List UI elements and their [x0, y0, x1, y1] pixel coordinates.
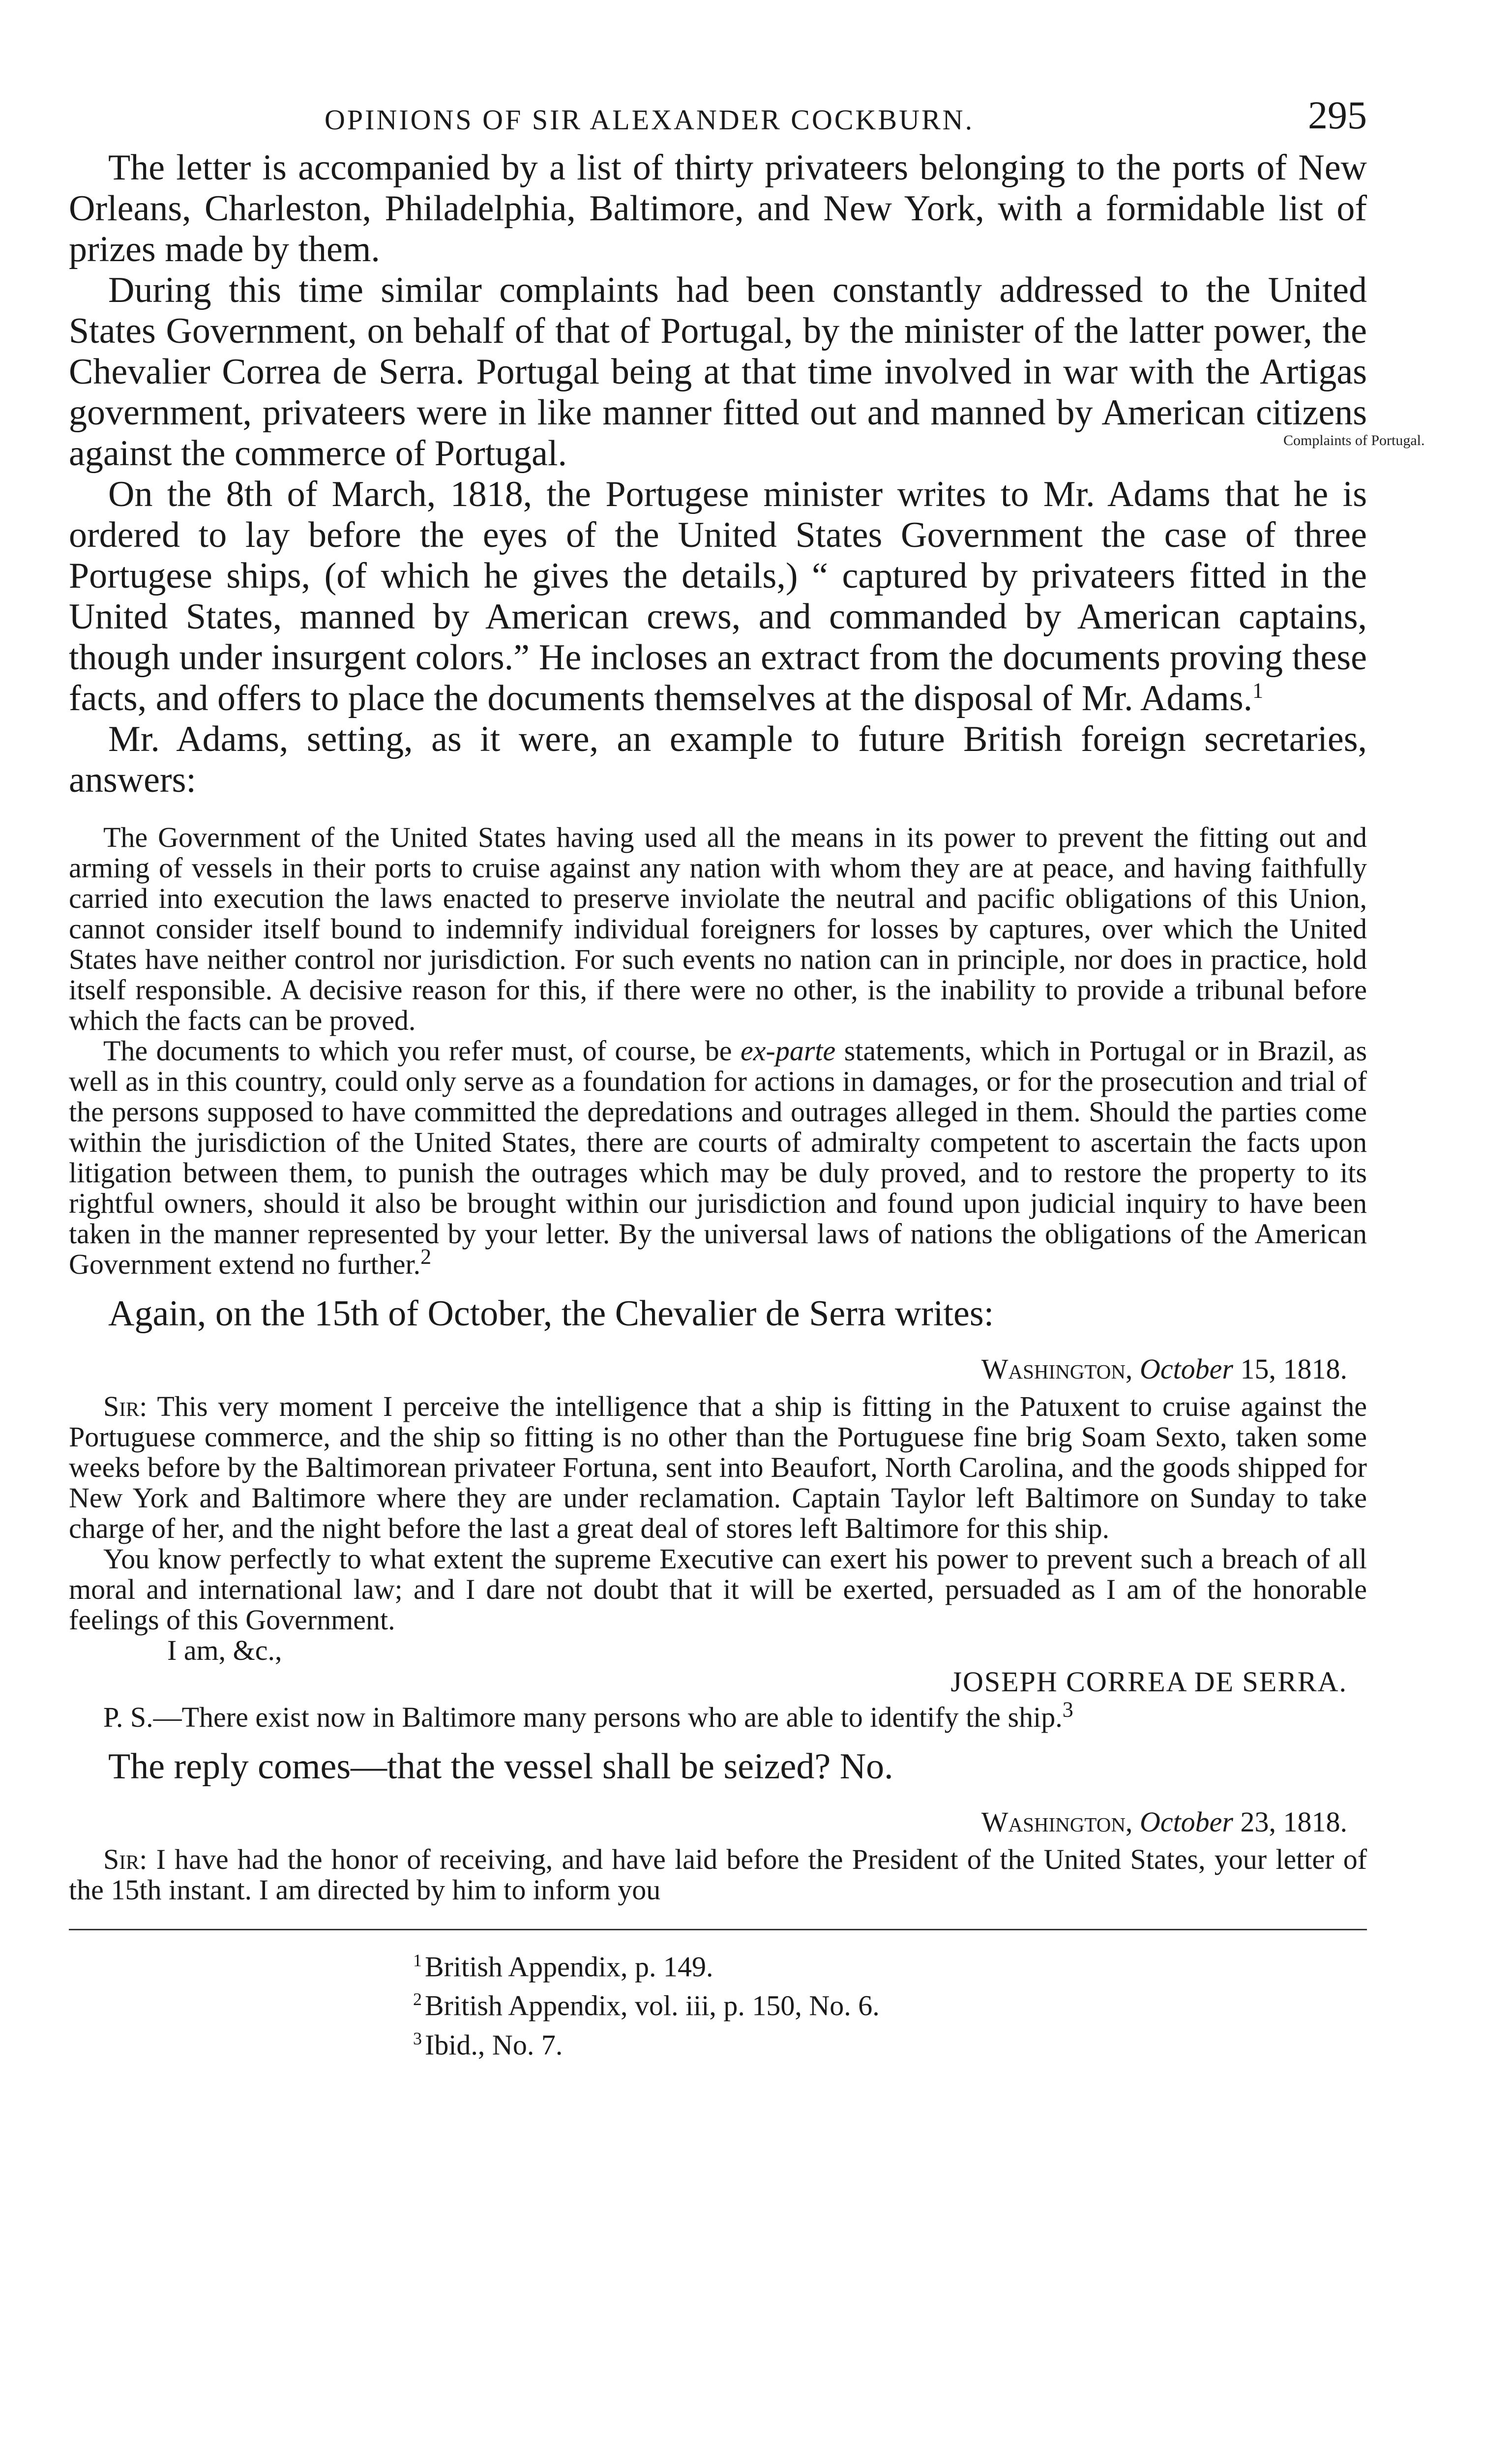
letter-postscript [69, 1697, 1367, 1733]
letter-dateline [69, 1352, 1347, 1385]
page-header [69, 74, 1367, 148]
letter-place: Washington, [981, 1806, 1133, 1838]
footnote-text: British Appendix, vol. iii, p. 150, No. 6. [425, 1989, 880, 2022]
footnote-divider [69, 1929, 1367, 1930]
letter-salutation: Sir: [103, 1390, 148, 1422]
letter-month: October [1139, 1353, 1233, 1385]
footnote-number: 3 [413, 2028, 422, 2048]
footnote-mark: 3 [1062, 1697, 1073, 1722]
body-paragraph [69, 270, 1367, 474]
paragraph-text: During this time similar complaints had been constantly addressed to the United States Government, on behalf of that of Portugal, by the minister of the latter power, the Chevalier Correa de Serra. Portugal being at that time involved in war with the Artigas government, privateers were in like manner fitted out and manned by American citizens against the commerce of Portugal. [69, 270, 1367, 474]
marginal-note: Complaints of Portugal. [1283, 432, 1425, 449]
quote-italic-term: ex-parte [741, 1035, 836, 1067]
letter-place: Washington, [981, 1353, 1133, 1385]
letter-paragraph [69, 1544, 1367, 1635]
footnote-text: Ibid., No. 7. [425, 2028, 563, 2061]
footnote-number: 1 [413, 1950, 422, 1970]
letter-salutation: Sir: [103, 1843, 148, 1875]
page [69, 74, 1425, 2061]
letter-text: I have had the honor of receiving, and have laid before the President of the United States, your letter of the 15th instant. I am directed by him to inform you [69, 1843, 1367, 1906]
letter-day-year: 15, 1818. [1240, 1353, 1347, 1385]
quote-text: The documents to which you refer must, of course, be [103, 1035, 732, 1067]
body-paragraph [69, 719, 1367, 801]
letter-paragraph [69, 1391, 1367, 1544]
footnote-mark: 1 [1252, 678, 1264, 703]
body-paragraph [69, 474, 1367, 719]
quote-text: The Government of the United States having used all the means in its power to prevent the fitting out and arming of vessels in their ports to cruise against any nation with whom they are at peace, and having faithfully carried into execution the laws enacted to preserve inviolate the neutral and pacific obligations of this Union, cannot consider itself bound to indemnify individual foreigners for losses by captures, over which the United States have neither control nor jurisdiction. For such events no nation can in principle, nor does in practice, hold itself responsible. A decisive reason for this, if there were no other, is the inability to provide a tribunal before which the facts can be proved. [69, 821, 1367, 1036]
letter-paragraph [69, 1844, 1367, 1905]
footnote [413, 1983, 1367, 2022]
letter-signature: JOSEPH CORREA DE SERRA. [950, 1666, 1347, 1698]
footnotes [413, 1944, 1367, 2061]
quote-paragraph [69, 1036, 1367, 1280]
body-paragraph [69, 148, 1367, 270]
footnote-number: 2 [413, 1989, 422, 2009]
paragraph-text: On the 8th of March, 1818, the Portugese minister writes to Mr. Adams that he is ordered to lay before the eyes of the United States Government the case of three Portugese ships, (of which he gives the details,) “ captured by privateers fitted in the United States, manned by American crews, and commanded by American captains, though under insurgent colors.” He incloses an extract from the documents proving these facts, and offers to place the documents themselves at the disposal of Mr. Adams. [69, 474, 1367, 719]
quote-text: statements, which in Portugal or in Brazil, as well as in this country, could only serve as a foundation for actions in damages, or for the prosecution and trial of the persons supposed to have committed the depredations and outrages alleged in them. Should the parties come within the jurisdiction of the United States, there are courts of admiralty competent to ascertain the facts upon litigation between them, to punish the outrages which may be duly proved, and to restore the property to its rightful owners, should it also be brought within our jurisdiction and found upon judicial inquiry to have been taken in the manner represented by your letter. By the universal laws of nations the obligations of the American Government extend no further. [69, 1035, 1367, 1280]
footnote-mark: 2 [420, 1244, 432, 1269]
subheading: The reply comes—that the vessel shall be seized? No. [108, 1746, 893, 1787]
paragraph-text: Mr. Adams, setting, as it were, an example to future British foreign secretaries, answers: [69, 719, 1367, 800]
letter-day-year: 23, 1818. [1240, 1806, 1347, 1838]
postscript-text: P. S.—There exist now in Baltimore many persons who are able to identify the ship. [103, 1701, 1063, 1733]
letter-text: You know perfectly to what extent the supreme Executive can exert his power to prevent such a breach of all moral and international law; and I dare not doubt that it will be exerted, persuaded as I am of the honorable feelings of this Government. [69, 1543, 1367, 1636]
quote-paragraph [69, 822, 1367, 1036]
letter-text: This very moment I perceive the intelligence that a ship is fitting in the Patuxent to cruise against the Portuguese commerce, and the ship so fitting is no other than the Portuguese fine brig Soam Sexto, taken some weeks before by the Baltimorean privateer Fortuna, sent into Beaufort, North Carolina, and the goods shipped for New York and Baltimore where they are under reclamation. Captain Taylor left Baltimore on Sunday to take charge of her, and the night before the last a great deal of stores left Baltimore for this ship. [69, 1390, 1367, 1544]
footnote [413, 2022, 1367, 2061]
footnote [413, 1944, 1367, 1983]
footnote-text: British Appendix, p. 149. [425, 1950, 713, 1983]
letter-month: October [1139, 1806, 1233, 1838]
letter-closing: I am, &c., [167, 1634, 282, 1666]
letter-dateline [69, 1805, 1347, 1838]
paragraph-text: The letter is accompanied by a list of thirty privateers belonging to the ports of New Orleans, Charleston, Philadelphia, Baltimore, and New York, with a formidable list of prizes made by them. [69, 148, 1367, 270]
subheading: Again, on the 15th of October, the Chevalier de Serra writes: [108, 1293, 994, 1334]
running-title: OPINIONS OF SIR ALEXANDER COCKBURN. [325, 104, 975, 136]
page-number: 295 [1308, 94, 1367, 137]
